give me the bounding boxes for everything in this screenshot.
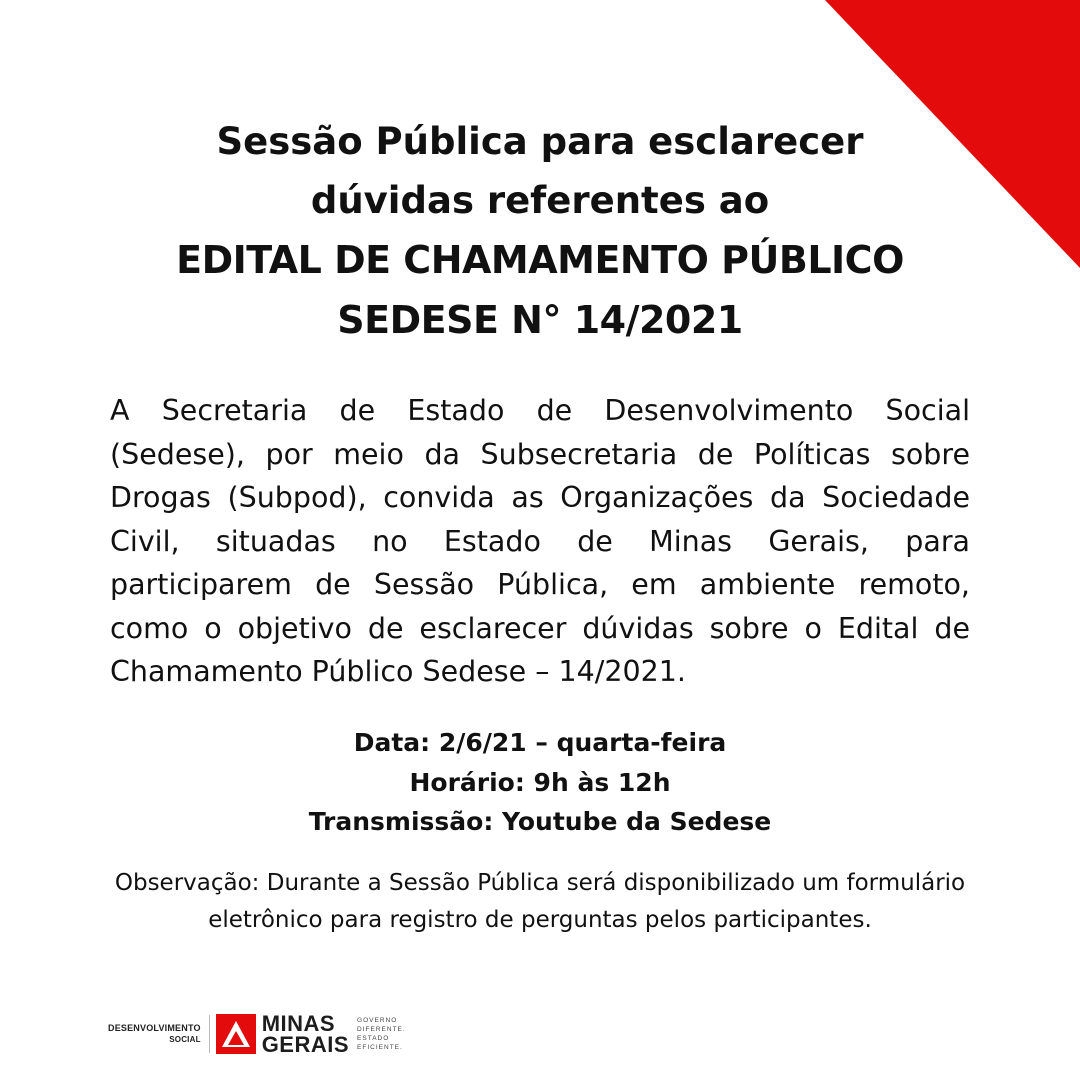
department-logo-text <box>108 1022 201 1046</box>
slogan-line: GOVERNO <box>357 1017 398 1024</box>
state-logo-wordmark <box>262 1013 349 1055</box>
event-details <box>240 723 840 842</box>
title-line: SEDESE N° 14/2021 <box>337 298 743 342</box>
minas-gerais-triangle-icon <box>216 1014 256 1054</box>
slogan-line: ESTADO <box>357 1035 390 1042</box>
slogan-line: DIFERENTE. <box>357 1026 406 1033</box>
page-title <box>120 112 960 350</box>
slogan-line: EFICIENTE. <box>357 1044 403 1051</box>
footer-logos <box>108 1010 406 1058</box>
government-slogan <box>357 1016 406 1052</box>
state-word: GERAIS <box>261 1032 350 1057</box>
title-line: Sessão Pública para esclarecer <box>216 120 864 163</box>
event-date: Data: 2/6/21 – quarta-feira <box>353 728 727 757</box>
department-line: DESENVOLVIMENTO <box>108 1023 201 1033</box>
announcement-paragraph: A Secretaria de Estado de Desenvolvimento Social (Sedese), por meio da Subsecretaria de Políticas sobre Drogas (Subpod), convida as Organizações da Sociedade Civil, situadas no Estado de Minas Gerais, para participarem de Sessão Pública, em ambiente remoto, como o objetivo de esclarecer dúvidas sobre o Edital de Chamamento Público Sedese – 14/2021. <box>110 394 970 688</box>
title-line: EDITAL DE CHAMAMENTO PÚBLICO <box>176 238 904 282</box>
department-line: SOCIAL <box>169 1035 201 1044</box>
event-broadcast: Transmissão: Youtube da Sedese <box>308 807 772 836</box>
observation-note: Observação: Durante a Sessão Pública será disponibilizado um formulário eletrônico para registro de perguntas pelos participantes. <box>114 870 966 933</box>
logo-divider <box>209 1015 210 1053</box>
event-time: Horário: 9h às 12h <box>409 767 671 797</box>
state-word: MINAS <box>261 1011 336 1036</box>
title-line: dúvidas referentes ao <box>310 179 770 222</box>
